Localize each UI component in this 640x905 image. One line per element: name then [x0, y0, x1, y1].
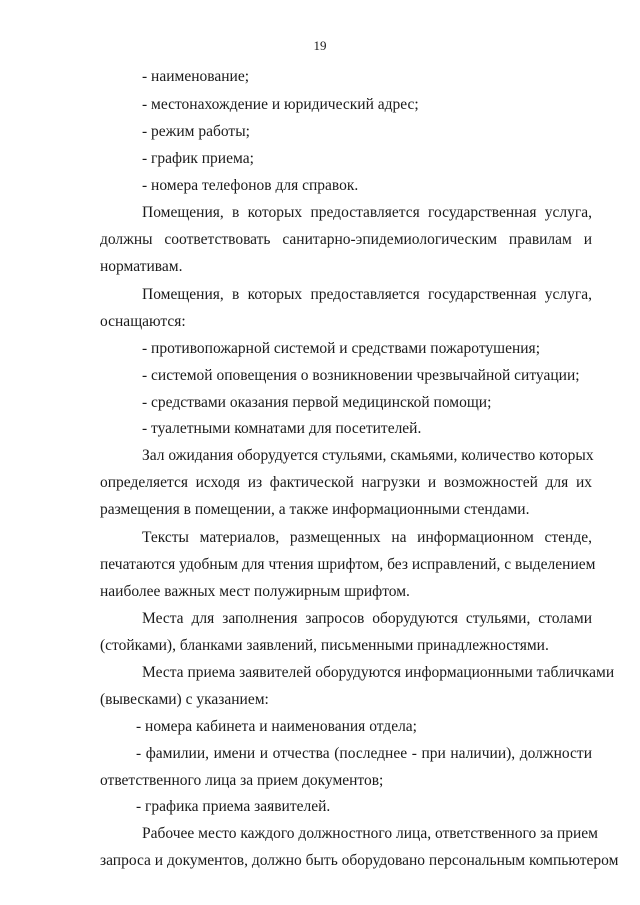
paragraph-line: оснащаются:	[100, 313, 186, 330]
list-item: - номера кабинета и наименования отдела;	[136, 718, 417, 735]
paragraph-line: нормативам.	[100, 258, 183, 275]
paragraph-line: Помещения, в которых предоставляется государственная услуга,	[142, 286, 592, 303]
paragraph-line: (вывесками) с указанием:	[100, 691, 269, 708]
list-item: - графика приема заявителей.	[136, 798, 331, 815]
list-item: - фамилии, имени и отчества (последнее - при наличии), должности	[136, 745, 592, 762]
list-item: - средствами оказания первой медицинской помощи;	[142, 394, 492, 411]
list-item: - график приема;	[142, 150, 254, 167]
paragraph-line: Помещения, в которых предоставляется государственная услуга,	[142, 204, 592, 221]
list-item: - режим работы;	[142, 123, 250, 140]
list-item: - туалетными комнатами для посетителей.	[142, 420, 422, 437]
paragraph-line: запроса и документов, должно быть оборудовано персональным компьютером	[100, 852, 619, 869]
paragraph-line: Места приема заявителей оборудуются информационными табличками	[142, 664, 615, 681]
paragraph-line: Зал ожидания оборудуется стульями, скамьями, количество которых	[142, 447, 594, 464]
paragraph-line: Рабочее место каждого должностного лица, ответственного за прием	[142, 825, 598, 842]
paragraph-line: должны соответствовать санитарно-эпидемиологическим правилам и	[100, 231, 592, 248]
paragraph-line: определяется исходя из фактической нагрузки и возможностей для их	[100, 474, 592, 491]
paragraph-line: (стойками), бланками заявлений, письменными принадлежностями.	[100, 637, 549, 654]
paragraph-line: печатаются удобным для чтения шрифтом, без исправлений, с выделением	[100, 556, 596, 573]
paragraph-line: Тексты материалов, размещенных на информационном стенде,	[142, 529, 592, 546]
paragraph-line: наиболее важных мест полужирным шрифтом.	[100, 583, 410, 600]
paragraph-line: размещения в помещении, а также информационными стендами.	[100, 501, 530, 518]
list-item: - противопожарной системой и средствами пожаротушения;	[142, 340, 540, 357]
list-item: - наименование;	[142, 68, 250, 85]
paragraph-line: Места для заполнения запросов оборудуются стульями, столами	[142, 610, 592, 627]
list-item: - номера телефонов для справок.	[142, 177, 359, 194]
list-item-continuation: ответственного лица за прием документов;	[100, 772, 384, 789]
page-number: 19	[313, 38, 327, 53]
list-item: - системой оповещения о возникновении чрезвычайной ситуации;	[142, 367, 580, 384]
list-item: - местонахождение и юридический адрес;	[142, 96, 419, 113]
